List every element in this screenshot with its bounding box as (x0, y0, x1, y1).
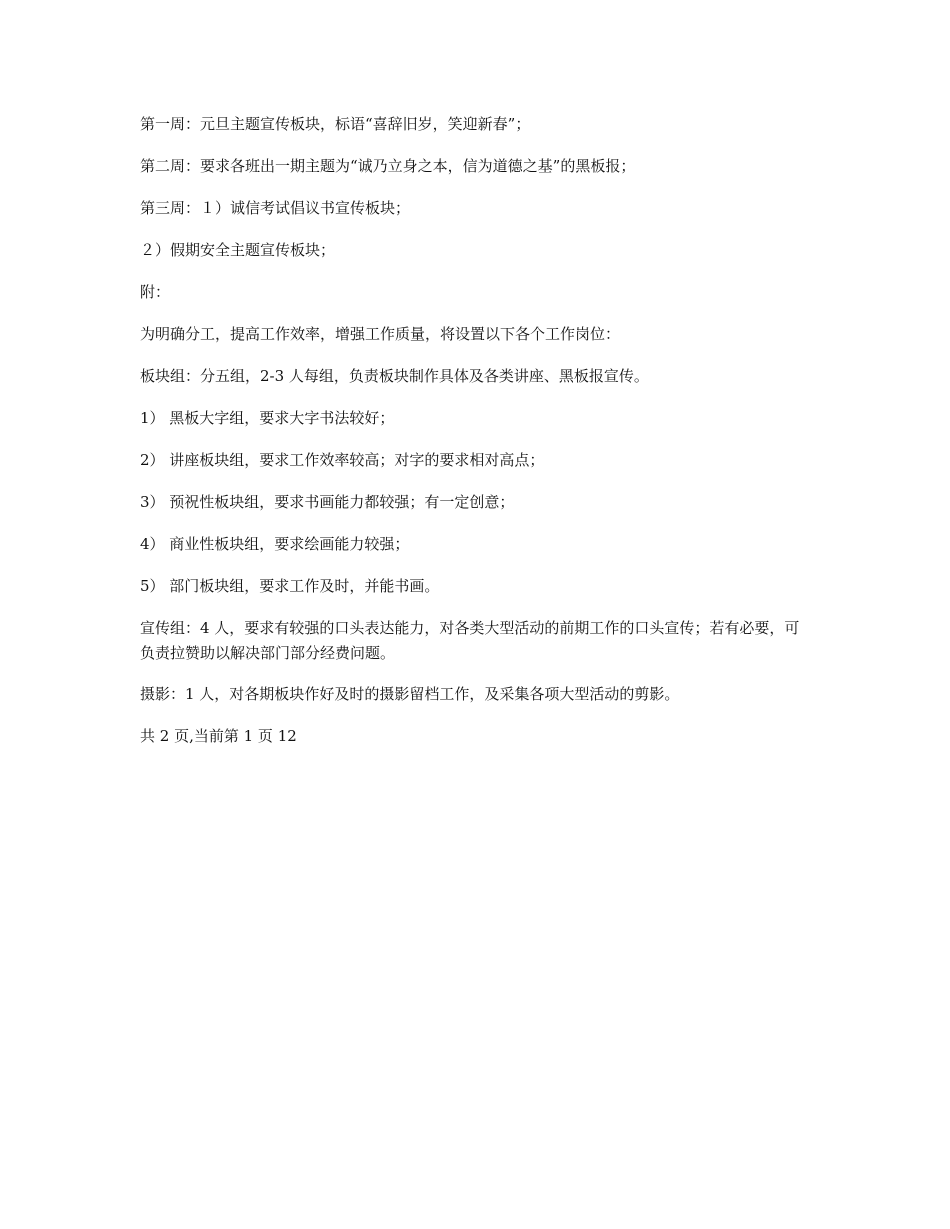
paragraph-week-1: 第一周：元旦主题宣传板块，标语“喜辞旧岁，笑迎新春”； (140, 115, 531, 133)
list-item-board-1: 1） 黑板大字组，要求大字书法较好； (140, 409, 395, 427)
document-body (140, 112, 804, 764)
paragraph-board-group: 板块组：分五组，2-3 人每组，负责板块制作具体及各类讲座、黑板报宣传。 (140, 367, 649, 385)
paragraph-appendix-label: 附： (140, 283, 171, 301)
paragraph-photography: 摄影：1 人，对各期板块作好及时的摄影留档工作，及采集各项大型活动的剪影。 (140, 685, 680, 703)
list-item-board-2: 2） 讲座板块组，要求工作效率较高；对字的要求相对高点； (140, 451, 545, 469)
paragraph-week-3-item-2: ２）假期安全主题宣传板块； (140, 241, 336, 259)
list-item-board-4: 4） 商业性板块组，要求绘画能力较强； (140, 535, 410, 553)
paragraph-week-2: 第二周：要求各班出一期主题为“诚乃立身之本，信为道德之基”的黑板报； (140, 157, 636, 175)
paragraph-roles-intro: 为明确分工，提高工作效率，增强工作质量，将设置以下各个工作岗位： (140, 325, 621, 343)
paragraph-week-3: 第三周：１）诚信考试倡议书宣传板块； (140, 199, 411, 217)
page-footer: 共 2 页,当前第 1 页 12 (140, 727, 297, 745)
list-item-board-3: 3） 预祝性板块组，要求书画能力都较强；有一定创意； (140, 493, 515, 511)
paragraph-publicity-group: 宣传组：4 人，要求有较强的口头表达能力，对各类大型活动的前期工作的口头宣传；若有必要，可负责拉赞助以解决部门部分经费问题。 (140, 619, 800, 662)
list-item-board-5: 5） 部门板块组，要求工作及时，并能书画。 (140, 577, 440, 595)
